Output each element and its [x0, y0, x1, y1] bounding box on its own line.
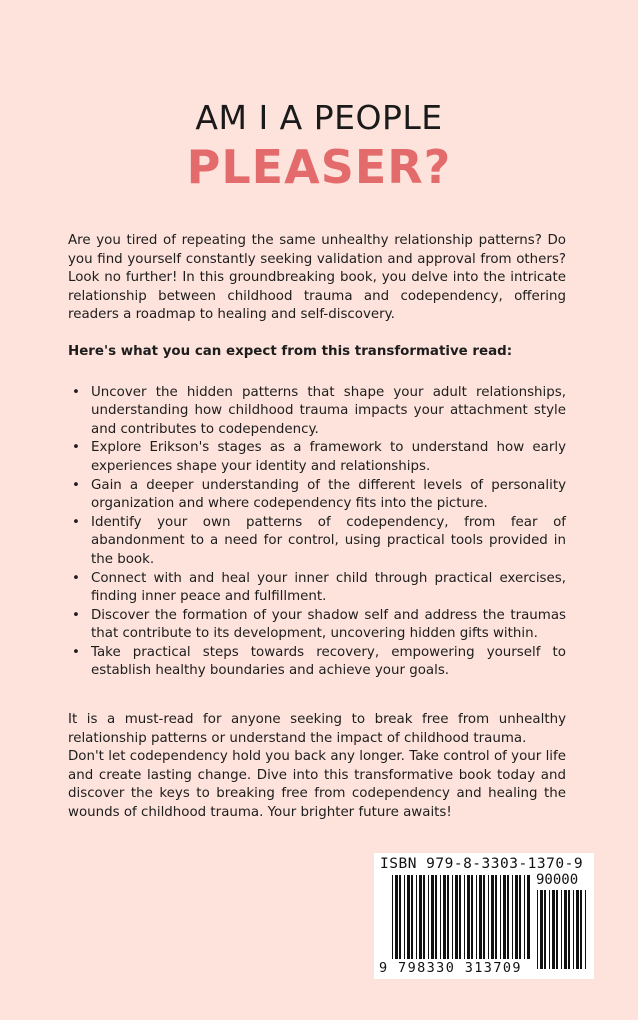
barcode-bar	[404, 875, 405, 959]
barcode-bar	[495, 875, 497, 959]
barcode-bar	[488, 875, 489, 959]
barcode-bar	[549, 890, 550, 969]
barcode-bar	[515, 875, 518, 959]
list-item: • Identify your own patterns of codependency, from fear of abandonment to a need for control, using practical tools provided in the book.	[68, 514, 566, 570]
barcode-bar	[512, 875, 513, 959]
barcode-bar	[544, 890, 546, 969]
barcode-bar	[564, 890, 567, 969]
barcode-bar	[440, 875, 441, 959]
barcode-bar	[464, 875, 465, 959]
barcode-bar	[476, 875, 477, 959]
barcode-bar	[507, 875, 509, 959]
feature-list	[68, 384, 566, 682]
list-item: • Take practical steps towards recovery, empowering yourself to establish healthy boundaries and achieve your goals.	[68, 644, 566, 681]
barcode-bar	[500, 875, 501, 959]
barcode-bar	[576, 890, 579, 969]
list-item: • Gain a deeper understanding of the different levels of personality organization and where codependency fits into the picture.	[68, 477, 566, 514]
barcode-bar	[447, 875, 449, 959]
barcode-bar	[411, 875, 413, 959]
barcode-bar	[416, 875, 417, 959]
title-line-1: AM I A PEOPLE	[195, 98, 443, 137]
addon-code: 90000	[536, 872, 579, 888]
ean-code: 9 798330 313709	[379, 960, 522, 976]
barcode-bar	[395, 875, 398, 959]
isbn-label: ISBN 979-8-3303-1370-9	[380, 856, 584, 872]
barcode-bar	[568, 890, 570, 969]
barcode-bar	[479, 875, 482, 959]
barcode-bar	[585, 890, 586, 969]
barcode-bar	[431, 875, 434, 959]
expect-heading: Here's what you can expect from this transformative read:	[68, 343, 513, 359]
title-line-2: PLEASER?	[186, 140, 452, 194]
list-item: • Connect with and heal your inner child through practical exercises, finding inner peace and fulfillment.	[68, 570, 566, 607]
list-item: • Discover the formation of your shadow self and address the traumas that contribute to its development, uncovering hidden gifts within.	[68, 607, 566, 644]
barcode-bar	[503, 875, 506, 959]
list-item: • Uncover the hidden patterns that shape your adult relationships, understanding how childhood trauma impacts your attachment style and contributes to codependency.	[68, 384, 566, 440]
outro-paragraph-1: It is a must-read for anyone seeking to break free from unhealthy relationship patterns or understand the impact of childhood trauma.	[68, 712, 566, 746]
barcode-bar	[459, 875, 461, 959]
barcode-bar	[573, 890, 574, 969]
barcode-bar	[527, 875, 530, 959]
barcode-bar	[467, 875, 470, 959]
barcode-bar	[392, 875, 393, 959]
barcode-bar	[561, 890, 562, 969]
barcode-bar	[483, 875, 485, 959]
barcode-bar	[455, 875, 458, 959]
barcode-bar	[471, 875, 473, 959]
barcode-bar	[491, 875, 494, 959]
barcode-bar	[552, 890, 555, 969]
barcode-bar	[452, 875, 453, 959]
barcode-bar	[524, 875, 525, 959]
barcode-bar	[443, 875, 446, 959]
barcode-bar	[428, 875, 429, 959]
isbn-barcode	[374, 853, 594, 979]
barcode-bar	[419, 875, 422, 959]
barcode-bar	[556, 890, 558, 969]
barcode-bar	[399, 875, 401, 959]
barcode-bar	[423, 875, 425, 959]
outro-paragraph-2: Don't let codependency hold you back any longer. Take control of your life and create lasting change. Dive into this transformative book today and discover the keys to breaking free from codependency and healing the wounds of childhood trauma. Your brighter future awaits!	[68, 749, 566, 821]
list-item: • Explore Erikson's stages as a framework to understand how early experiences shape your identity and relationships.	[68, 439, 566, 476]
barcode-bar	[580, 890, 582, 969]
barcode-bar	[540, 890, 543, 969]
intro-paragraph: Are you tired of repeating the same unhealthy relationship patterns? Do you find yourself constantly seeking validation and approval from others? Look no further! In this groundbreaking book, you delve into the intricate relationship between childhood trauma and codependency, offering readers a roadmap to healing and self-discovery.	[68, 233, 566, 323]
barcode-bar	[407, 875, 410, 959]
barcode-bar	[435, 875, 437, 959]
barcode-bar	[537, 890, 538, 969]
back-cover-text	[68, 232, 566, 823]
barcode-bar	[519, 875, 521, 959]
